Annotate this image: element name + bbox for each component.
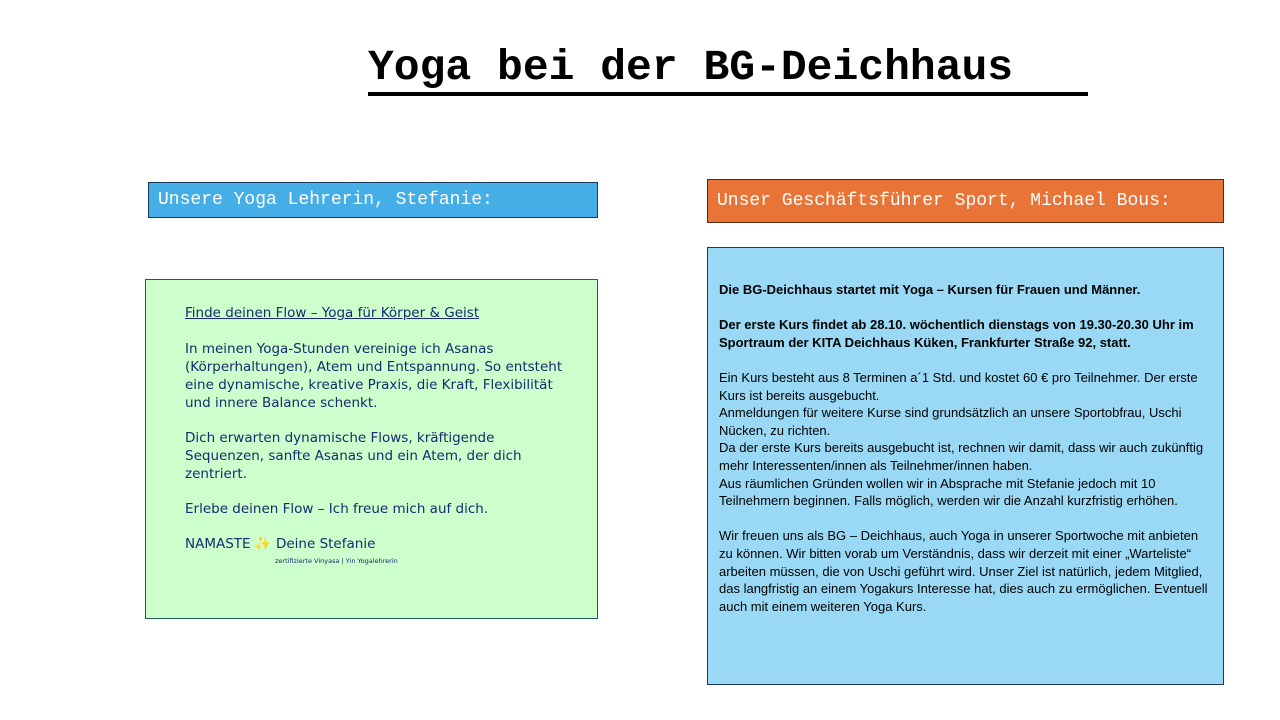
manager-line-2: Anmeldungen für weitere Kurse sind grundsätzlich an unsere Sportobfrau, Uschi Nücken, zu richten. [719,405,1182,438]
manager-paragraph-3 [719,369,1213,510]
page-title: Yoga bei der BG-Deichhaus [368,43,1014,92]
signature-prefix: NAMASTE [185,536,255,552]
manager-line-1: Ein Kurs besteht aus 8 Terminen a´1 Std. und kostet 60 € pro Teilnehmer. Der erste Kurs ist bereits ausgebucht. [719,369,1198,403]
teacher-textbox [145,279,598,619]
teacher-paragraph-3: Erlebe deinen Flow – Ich freue mich auf dich. [185,501,489,517]
title-underline [368,92,1088,96]
manager-paragraph-2: Der erste Kurs findet ab 28.10. wöchentlich dienstags von 19.30-20.30 Uhr im Sportraum der KITA Deichhaus Küken, Frankfurter Straße 92, statt. [719,317,1194,350]
teacher-heading: Finde deinen Flow – Yoga für Körper & Geist [185,305,480,321]
sparkles-icon: ✨ [254,536,272,552]
teacher-header: Unsere Yoga Lehrerin, Stefanie: [148,182,598,218]
teacher-certification: zertifizierte Vinyasa | Yin Yogalehrerin [275,557,398,565]
teacher-paragraph-2: Dich erwarten dynamische Flows, kräftigende Sequenzen, sanfte Asanas und ein Atem, der dich zentriert. [185,430,522,482]
manager-line-4: Aus räumlichen Gründen wollen wir in Absprache mit Stefanie jedoch mit 10 Teilnehmern beginnen. Falls möglich, werden wir die Anzahl kurzfristig erhöhen. [719,475,1178,509]
teacher-signature [185,535,577,553]
teacher-paragraph-1: In meinen Yoga-Stunden vereinige ich Asanas (Körperhaltungen), Atem und Entspannung. So entsteht eine dynamische, kreative Praxis, die Kraft, Flexibilität und innere Balance schenkt. [185,341,563,411]
manager-line-3: Da der erste Kurs bereits ausgebucht ist, rechnen wir damit, dass wir auch zukünftig mehr Interessenten/innen als Teilnehmer/innen haben. [719,440,1204,473]
manager-paragraph-1: Die BG-Deichhaus startet mit Yoga – Kursen für Frauen und Männer. [719,282,1141,297]
manager-paragraph-4: Wir freuen uns als BG – Deichhaus, auch Yoga in unserer Sportwoche mit anbieten zu können. Wir bitten vorab um Verständnis, dass wir derzeit mit einer „Warteliste“ arbeiten müssen, die von Uschi geführt wird. Unser Ziel ist natürlich, jedem Mitglied, das langfristig an einem Yogakurs Interesse hat, dies auch zu ermöglichen. Eventuell auch mit einem weiteren Yoga Kurs. [719,528,1208,614]
signature-name: Deine Stefanie [271,536,376,552]
manager-header: Unser Geschäftsführer Sport, Michael Bous: [707,179,1224,223]
manager-textbox [707,247,1224,685]
